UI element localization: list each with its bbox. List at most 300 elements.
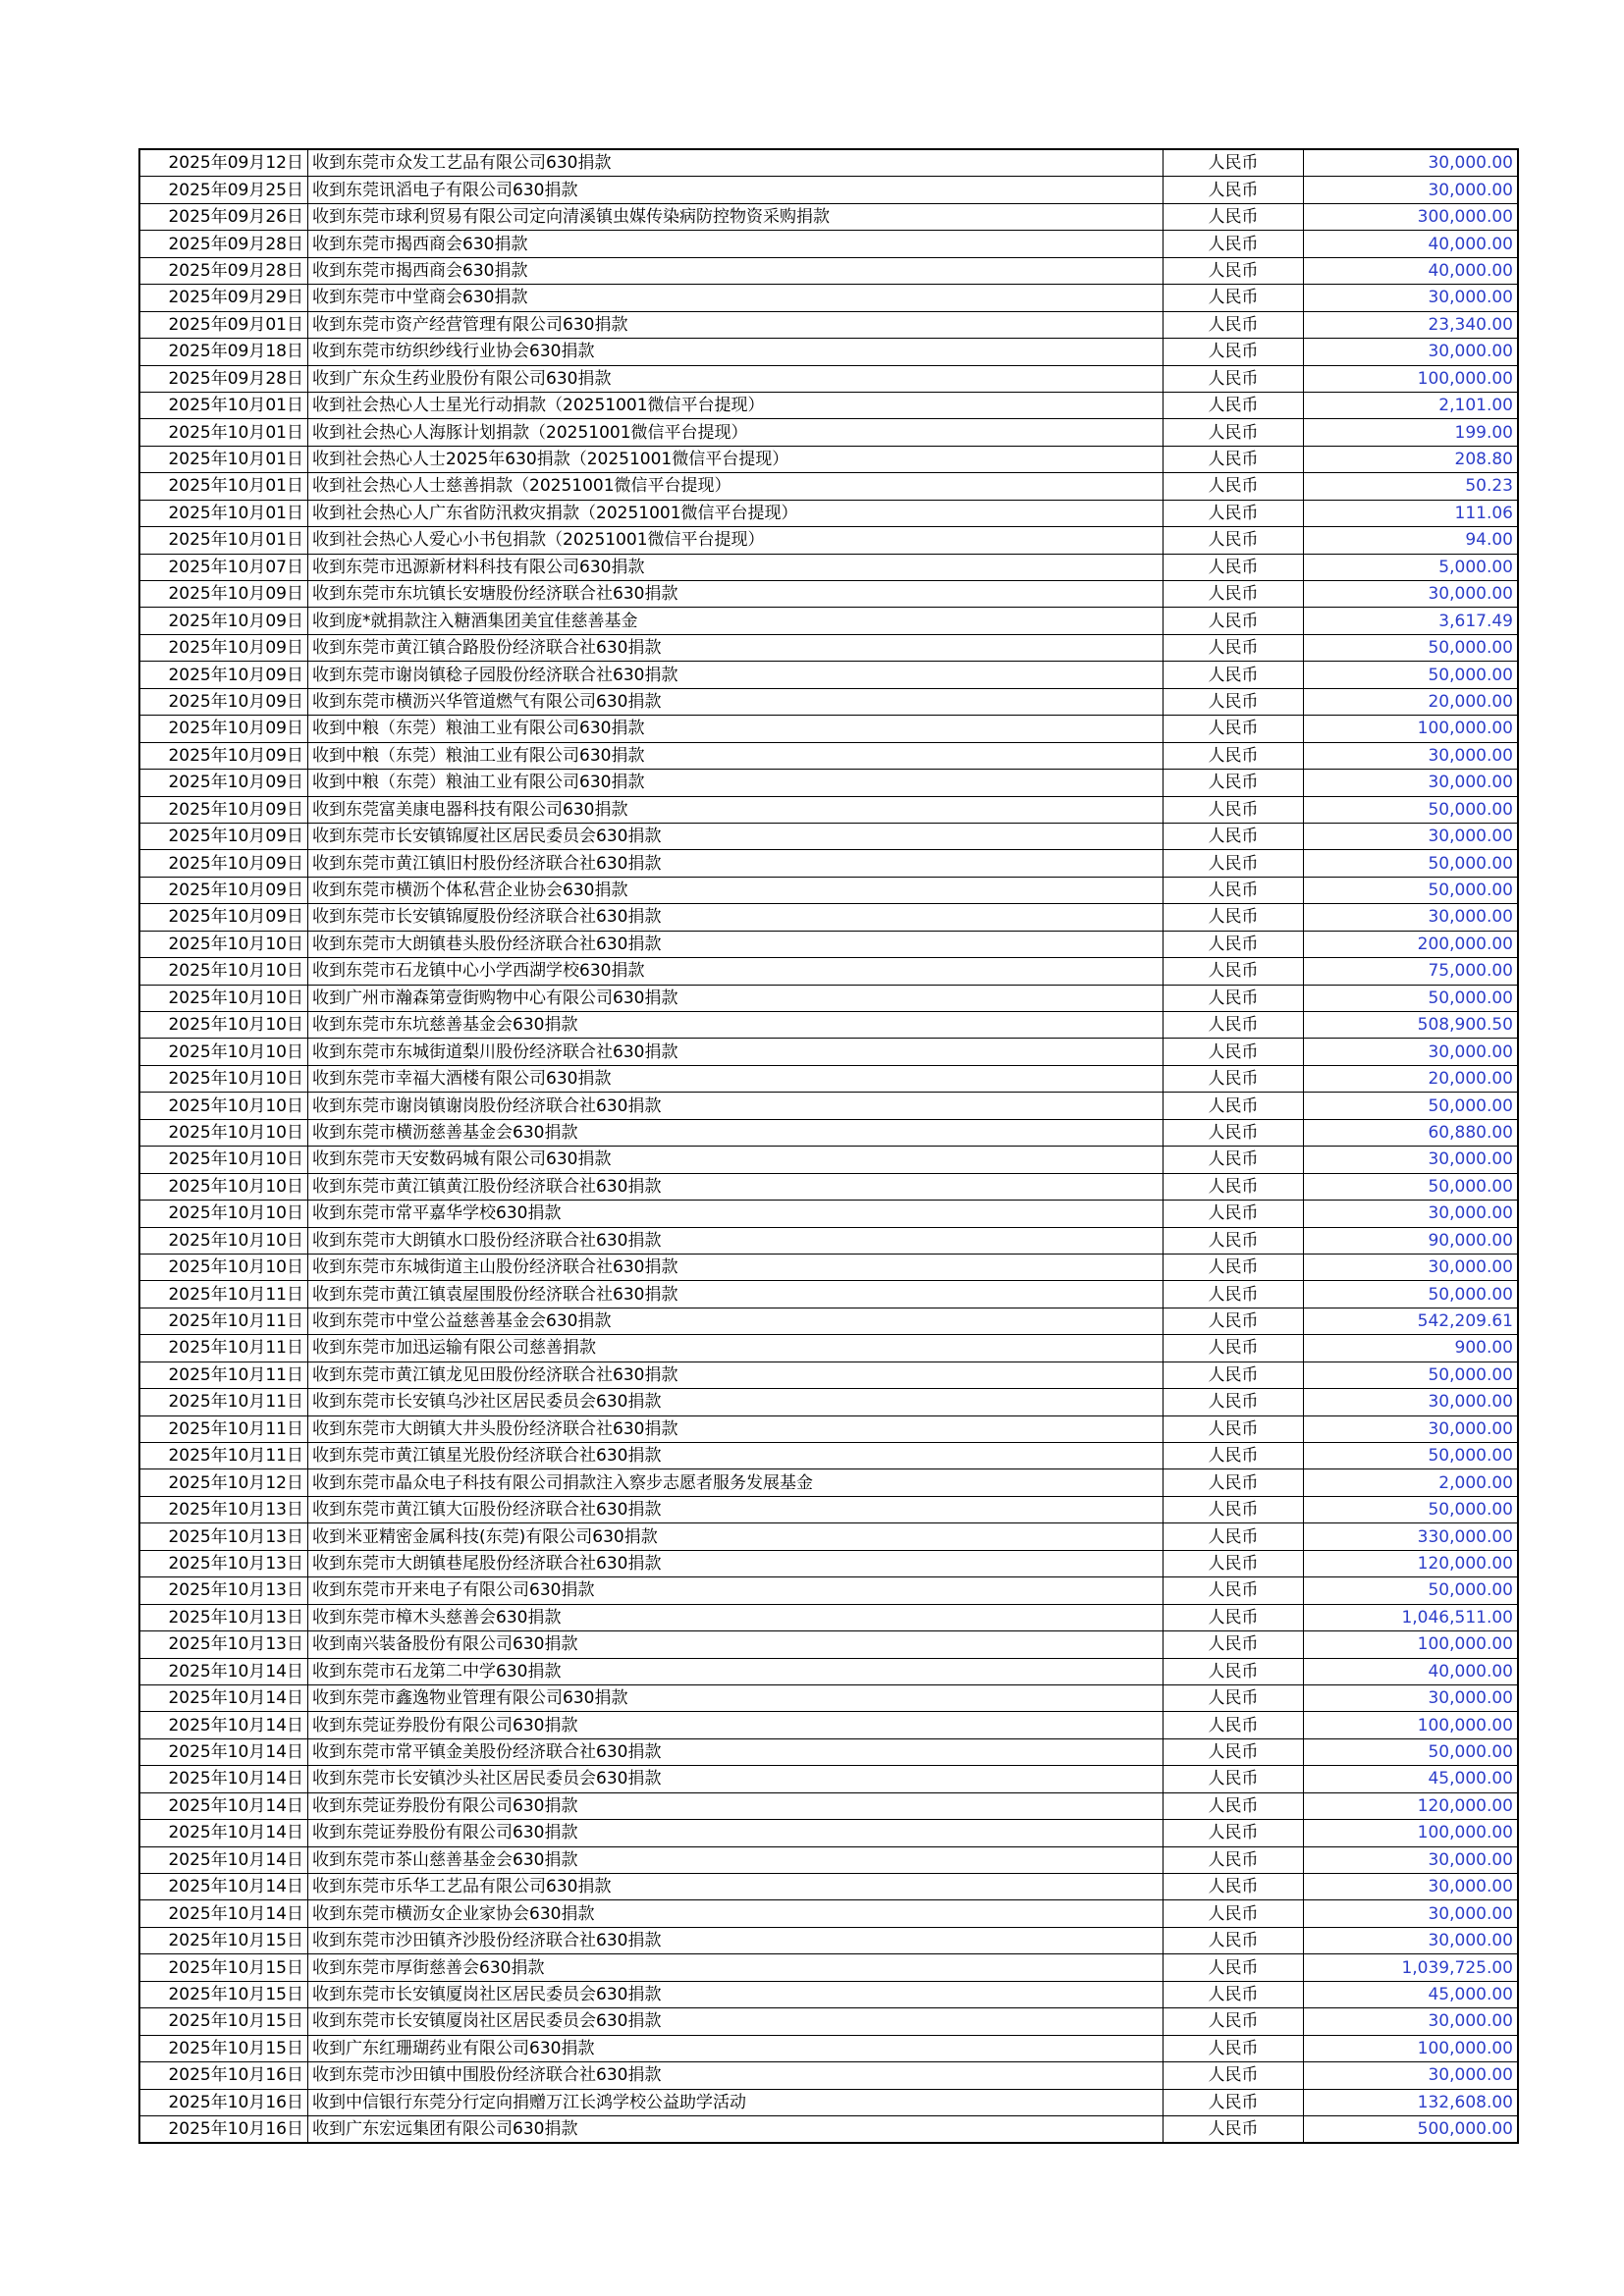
date-cell: 2025年10月09日	[139, 742, 308, 769]
date-cell: 2025年10月14日	[139, 1712, 308, 1738]
date-cell: 2025年09月28日	[139, 365, 308, 392]
amount-cell: 23,340.00	[1304, 311, 1519, 338]
table-row	[139, 311, 1518, 338]
description-cell: 收到东莞市谢岗镇稔子园股份经济联合社630捐款	[308, 662, 1164, 688]
table-row	[139, 285, 1518, 311]
date-cell: 2025年10月11日	[139, 1281, 308, 1308]
date-cell: 2025年09月01日	[139, 311, 308, 338]
amount-cell: 50,000.00	[1304, 1577, 1519, 1604]
amount-cell: 300,000.00	[1304, 203, 1519, 230]
currency-cell: 人民币	[1164, 2062, 1304, 2089]
table-row	[139, 554, 1518, 580]
date-cell: 2025年10月14日	[139, 1792, 308, 1819]
table-row	[139, 1766, 1518, 1792]
table-row	[139, 231, 1518, 257]
amount-cell: 5,000.00	[1304, 554, 1519, 580]
description-cell: 收到东莞市黄江镇星光股份经济联合社630捐款	[308, 1443, 1164, 1469]
table-row	[139, 1792, 1518, 1819]
table-row	[139, 716, 1518, 742]
description-cell: 收到东莞市谢岗镇谢岗股份经济联合社630捐款	[308, 1093, 1164, 1119]
currency-cell: 人民币	[1164, 634, 1304, 661]
amount-cell: 30,000.00	[1304, 1201, 1519, 1227]
date-cell: 2025年10月10日	[139, 1227, 308, 1254]
table-row	[139, 500, 1518, 526]
description-cell: 收到社会热心人爱心小书包捐款（20251001微信平台提现）	[308, 527, 1164, 554]
date-cell: 2025年10月13日	[139, 1631, 308, 1658]
table-row	[139, 2062, 1518, 2089]
currency-cell: 人民币	[1164, 1900, 1304, 1927]
currency-cell: 人民币	[1164, 1227, 1304, 1254]
amount-cell: 200,000.00	[1304, 931, 1519, 957]
currency-cell: 人民币	[1164, 1550, 1304, 1576]
date-cell: 2025年10月14日	[139, 1874, 308, 1900]
date-cell: 2025年10月09日	[139, 904, 308, 931]
description-cell: 收到东莞市长安镇厦岗社区居民委员会630捐款	[308, 1981, 1164, 2007]
table-row	[139, 581, 1518, 608]
table-row	[139, 1874, 1518, 1900]
description-cell: 收到东莞市迅源新材料科技有限公司630捐款	[308, 554, 1164, 580]
description-cell: 收到社会热心人广东省防汛救灾捐款（20251001微信平台提现）	[308, 500, 1164, 526]
amount-cell: 50,000.00	[1304, 1173, 1519, 1200]
date-cell: 2025年10月10日	[139, 1201, 308, 1227]
description-cell: 收到社会热心人士慈善捐款（20251001微信平台提现）	[308, 473, 1164, 500]
currency-cell: 人民币	[1164, 203, 1304, 230]
table-row	[139, 1362, 1518, 1388]
amount-cell: 50,000.00	[1304, 634, 1519, 661]
amount-cell: 30,000.00	[1304, 285, 1519, 311]
currency-cell: 人民币	[1164, 1119, 1304, 1146]
amount-cell: 500,000.00	[1304, 2115, 1519, 2143]
amount-cell: 50.23	[1304, 473, 1519, 500]
description-cell: 收到东莞市东城街道主山股份经济联合社630捐款	[308, 1254, 1164, 1280]
table-row	[139, 823, 1518, 849]
description-cell: 收到东莞市开来电子有限公司630捐款	[308, 1577, 1164, 1604]
table-row	[139, 1227, 1518, 1254]
date-cell: 2025年09月28日	[139, 257, 308, 284]
amount-cell: 100,000.00	[1304, 716, 1519, 742]
currency-cell: 人民币	[1164, 1874, 1304, 1900]
amount-cell: 542,209.61	[1304, 1308, 1519, 1334]
description-cell: 收到东莞市长安镇锦厦社区居民委员会630捐款	[308, 823, 1164, 849]
currency-cell: 人民币	[1164, 1712, 1304, 1738]
description-cell: 收到东莞市东城街道梨川股份经济联合社630捐款	[308, 1039, 1164, 1065]
table-row	[139, 1335, 1518, 1362]
ledger-body	[139, 149, 1518, 2143]
currency-cell: 人民币	[1164, 1173, 1304, 1200]
currency-cell: 人民币	[1164, 1577, 1304, 1604]
currency-cell: 人民币	[1164, 392, 1304, 418]
amount-cell: 100,000.00	[1304, 1820, 1519, 1846]
table-row	[139, 634, 1518, 661]
table-row	[139, 958, 1518, 985]
date-cell: 2025年10月15日	[139, 1954, 308, 1981]
amount-cell: 30,000.00	[1304, 1389, 1519, 1415]
description-cell: 收到东莞市沙田镇中围股份经济联合社630捐款	[308, 2062, 1164, 2089]
amount-cell: 40,000.00	[1304, 231, 1519, 257]
amount-cell: 100,000.00	[1304, 1712, 1519, 1738]
table-row	[139, 2089, 1518, 2115]
table-row	[139, 1119, 1518, 1146]
currency-cell: 人民币	[1164, 500, 1304, 526]
table-row	[139, 149, 1518, 177]
date-cell: 2025年10月09日	[139, 634, 308, 661]
amount-cell: 2,000.00	[1304, 1469, 1519, 1496]
currency-cell: 人民币	[1164, 1093, 1304, 1119]
description-cell: 收到东莞市晶众电子科技有限公司捐款注入察步志愿者服务发展基金	[308, 1469, 1164, 1496]
date-cell: 2025年10月01日	[139, 446, 308, 472]
description-cell: 收到东莞市鑫逸物业管理有限公司630捐款	[308, 1684, 1164, 1711]
table-row	[139, 1846, 1518, 1873]
currency-cell: 人民币	[1164, 1443, 1304, 1469]
currency-cell: 人民币	[1164, 1631, 1304, 1658]
currency-cell: 人民币	[1164, 1362, 1304, 1388]
amount-cell: 132,608.00	[1304, 2089, 1519, 2115]
amount-cell: 3,617.49	[1304, 608, 1519, 634]
date-cell: 2025年10月10日	[139, 1254, 308, 1280]
table-row	[139, 904, 1518, 931]
amount-cell: 30,000.00	[1304, 2062, 1519, 2089]
date-cell: 2025年10月09日	[139, 581, 308, 608]
table-row	[139, 1900, 1518, 1927]
amount-cell: 30,000.00	[1304, 823, 1519, 849]
amount-cell: 1,039,725.00	[1304, 1954, 1519, 1981]
table-row	[139, 1550, 1518, 1576]
currency-cell: 人民币	[1164, 1820, 1304, 1846]
table-row	[139, 1308, 1518, 1334]
table-row	[139, 1065, 1518, 1092]
description-cell: 收到东莞市纺织纱线行业协会630捐款	[308, 339, 1164, 365]
currency-cell: 人民币	[1164, 1846, 1304, 1873]
date-cell: 2025年10月10日	[139, 931, 308, 957]
table-row	[139, 419, 1518, 446]
date-cell: 2025年10月10日	[139, 1065, 308, 1092]
table-row	[139, 1604, 1518, 1630]
currency-cell: 人民币	[1164, 823, 1304, 849]
date-cell: 2025年10月10日	[139, 958, 308, 985]
table-row	[139, 931, 1518, 957]
table-row	[139, 177, 1518, 203]
amount-cell: 30,000.00	[1304, 1415, 1519, 1442]
description-cell: 收到东莞市长安镇锦厦股份经济联合社630捐款	[308, 904, 1164, 931]
description-cell: 收到广东众生药业股份有限公司630捐款	[308, 365, 1164, 392]
description-cell: 收到中粮（东莞）粮油工业有限公司630捐款	[308, 716, 1164, 742]
amount-cell: 30,000.00	[1304, 1039, 1519, 1065]
currency-cell: 人民币	[1164, 1469, 1304, 1496]
amount-cell: 1,046,511.00	[1304, 1604, 1519, 1630]
currency-cell: 人民币	[1164, 1254, 1304, 1280]
date-cell: 2025年10月09日	[139, 796, 308, 823]
table-row	[139, 1712, 1518, 1738]
currency-cell: 人民币	[1164, 1039, 1304, 1065]
currency-cell: 人民币	[1164, 742, 1304, 769]
currency-cell: 人民币	[1164, 2115, 1304, 2143]
description-cell: 收到东莞市众发工艺品有限公司630捐款	[308, 149, 1164, 177]
amount-cell: 50,000.00	[1304, 1281, 1519, 1308]
currency-cell: 人民币	[1164, 1981, 1304, 2007]
amount-cell: 50,000.00	[1304, 985, 1519, 1011]
currency-cell: 人民币	[1164, 473, 1304, 500]
date-cell: 2025年10月10日	[139, 1173, 308, 1200]
description-cell: 收到东莞市横沥兴华管道燃气有限公司630捐款	[308, 688, 1164, 715]
currency-cell: 人民币	[1164, 1684, 1304, 1711]
description-cell: 收到东莞市横沥个体私营企业协会630捐款	[308, 877, 1164, 903]
table-row	[139, 688, 1518, 715]
currency-cell: 人民币	[1164, 1523, 1304, 1550]
table-row	[139, 1496, 1518, 1522]
currency-cell: 人民币	[1164, 581, 1304, 608]
date-cell: 2025年09月25日	[139, 177, 308, 203]
description-cell: 收到东莞市大朗镇水口股份经济联合社630捐款	[308, 1227, 1164, 1254]
description-cell: 收到东莞市中堂商会630捐款	[308, 285, 1164, 311]
date-cell: 2025年10月12日	[139, 1469, 308, 1496]
description-cell: 收到东莞市中堂公益慈善基金会630捐款	[308, 1308, 1164, 1334]
currency-cell: 人民币	[1164, 177, 1304, 203]
currency-cell: 人民币	[1164, 796, 1304, 823]
amount-cell: 111.06	[1304, 500, 1519, 526]
description-cell: 收到东莞市黄江镇旧村股份经济联合社630捐款	[308, 850, 1164, 877]
description-cell: 收到米亚精密金属科技(东莞)有限公司630捐款	[308, 1523, 1164, 1550]
date-cell: 2025年10月01日	[139, 392, 308, 418]
currency-cell: 人民币	[1164, 1496, 1304, 1522]
description-cell: 收到东莞市东坑慈善基金会630捐款	[308, 1012, 1164, 1039]
date-cell: 2025年10月13日	[139, 1604, 308, 1630]
date-cell: 2025年10月14日	[139, 1820, 308, 1846]
description-cell: 收到东莞富美康电器科技有限公司630捐款	[308, 796, 1164, 823]
description-cell: 收到东莞市沙田镇齐沙股份经济联合社630捐款	[308, 1927, 1164, 1953]
currency-cell: 人民币	[1164, 716, 1304, 742]
description-cell: 收到东莞市黄江镇合路股份经济联合社630捐款	[308, 634, 1164, 661]
table-row	[139, 446, 1518, 472]
date-cell: 2025年10月10日	[139, 1039, 308, 1065]
date-cell: 2025年10月09日	[139, 688, 308, 715]
currency-cell: 人民币	[1164, 365, 1304, 392]
description-cell: 收到东莞市资产经营管理有限公司630捐款	[308, 311, 1164, 338]
table-row	[139, 1523, 1518, 1550]
table-row	[139, 1389, 1518, 1415]
amount-cell: 120,000.00	[1304, 1550, 1519, 1576]
table-row	[139, 473, 1518, 500]
description-cell: 收到东莞市横沥女企业家协会630捐款	[308, 1900, 1164, 1927]
currency-cell: 人民币	[1164, 770, 1304, 796]
description-cell: 收到东莞市黄江镇龙见田股份经济联合社630捐款	[308, 1362, 1164, 1388]
amount-cell: 50,000.00	[1304, 796, 1519, 823]
date-cell: 2025年10月16日	[139, 2115, 308, 2143]
date-cell: 2025年09月26日	[139, 203, 308, 230]
table-row	[139, 1415, 1518, 1442]
date-cell: 2025年10月09日	[139, 877, 308, 903]
table-row	[139, 1927, 1518, 1953]
description-cell: 收到广东红珊瑚药业有限公司630捐款	[308, 2035, 1164, 2061]
date-cell: 2025年10月14日	[139, 1684, 308, 1711]
date-cell: 2025年10月10日	[139, 1147, 308, 1173]
currency-cell: 人民币	[1164, 1927, 1304, 1953]
amount-cell: 30,000.00	[1304, 1846, 1519, 1873]
date-cell: 2025年09月28日	[139, 231, 308, 257]
date-cell: 2025年10月13日	[139, 1496, 308, 1522]
table-row	[139, 1039, 1518, 1065]
description-cell: 收到东莞讯滔电子有限公司630捐款	[308, 177, 1164, 203]
description-cell: 收到南兴装备股份有限公司630捐款	[308, 1631, 1164, 1658]
currency-cell: 人民币	[1164, 1738, 1304, 1765]
table-row	[139, 1443, 1518, 1469]
currency-cell: 人民币	[1164, 1201, 1304, 1227]
description-cell: 收到东莞市幸福大酒楼有限公司630捐款	[308, 1065, 1164, 1092]
date-cell: 2025年10月15日	[139, 2035, 308, 2061]
description-cell: 收到东莞市黄江镇黄江股份经济联合社630捐款	[308, 1173, 1164, 1200]
amount-cell: 50,000.00	[1304, 662, 1519, 688]
table-row	[139, 1147, 1518, 1173]
table-row	[139, 1469, 1518, 1496]
date-cell: 2025年10月01日	[139, 419, 308, 446]
date-cell: 2025年10月16日	[139, 2089, 308, 2115]
currency-cell: 人民币	[1164, 1658, 1304, 1684]
currency-cell: 人民币	[1164, 958, 1304, 985]
table-row	[139, 1981, 1518, 2007]
currency-cell: 人民币	[1164, 149, 1304, 177]
description-cell: 收到东莞市常平嘉华学校630捐款	[308, 1201, 1164, 1227]
date-cell: 2025年10月13日	[139, 1577, 308, 1604]
description-cell: 收到东莞市樟木头慈善会630捐款	[308, 1604, 1164, 1630]
currency-cell: 人民币	[1164, 1335, 1304, 1362]
currency-cell: 人民币	[1164, 1281, 1304, 1308]
date-cell: 2025年10月07日	[139, 554, 308, 580]
description-cell: 收到东莞证券股份有限公司630捐款	[308, 1792, 1164, 1819]
currency-cell: 人民币	[1164, 2035, 1304, 2061]
currency-cell: 人民币	[1164, 1766, 1304, 1792]
amount-cell: 20,000.00	[1304, 1065, 1519, 1092]
amount-cell: 50,000.00	[1304, 850, 1519, 877]
description-cell: 收到东莞市厚街慈善会630捐款	[308, 1954, 1164, 1981]
date-cell: 2025年10月01日	[139, 473, 308, 500]
amount-cell: 90,000.00	[1304, 1227, 1519, 1254]
currency-cell: 人民币	[1164, 688, 1304, 715]
table-row	[139, 1254, 1518, 1280]
date-cell: 2025年10月09日	[139, 823, 308, 849]
date-cell: 2025年10月13日	[139, 1523, 308, 1550]
description-cell: 收到中信银行东莞分行定向捐赠万江长鸿学校公益助学活动	[308, 2089, 1164, 2115]
date-cell: 2025年09月29日	[139, 285, 308, 311]
table-row	[139, 1012, 1518, 1039]
amount-cell: 40,000.00	[1304, 1658, 1519, 1684]
currency-cell: 人民币	[1164, 527, 1304, 554]
table-row	[139, 770, 1518, 796]
currency-cell: 人民币	[1164, 554, 1304, 580]
amount-cell: 208.80	[1304, 446, 1519, 472]
amount-cell: 45,000.00	[1304, 1981, 1519, 2007]
currency-cell: 人民币	[1164, 339, 1304, 365]
table-row	[139, 877, 1518, 903]
description-cell: 收到东莞市黄江镇大冚股份经济联合社630捐款	[308, 1496, 1164, 1522]
date-cell: 2025年10月10日	[139, 1012, 308, 1039]
donation-ledger-table	[138, 148, 1519, 2144]
table-row	[139, 1281, 1518, 1308]
amount-cell: 50,000.00	[1304, 1443, 1519, 1469]
description-cell: 收到广州市瀚森第壹街购物中心有限公司630捐款	[308, 985, 1164, 1011]
description-cell: 收到东莞市加迅运输有限公司慈善捐款	[308, 1335, 1164, 1362]
table-row	[139, 1738, 1518, 1765]
currency-cell: 人民币	[1164, 1954, 1304, 1981]
table-row	[139, 1954, 1518, 1981]
currency-cell: 人民币	[1164, 311, 1304, 338]
table-row	[139, 796, 1518, 823]
table-row	[139, 1201, 1518, 1227]
table-row	[139, 257, 1518, 284]
amount-cell: 75,000.00	[1304, 958, 1519, 985]
currency-cell: 人民币	[1164, 1792, 1304, 1819]
table-row	[139, 1093, 1518, 1119]
amount-cell: 900.00	[1304, 1335, 1519, 1362]
table-row	[139, 662, 1518, 688]
amount-cell: 50,000.00	[1304, 1093, 1519, 1119]
date-cell: 2025年10月10日	[139, 1119, 308, 1146]
amount-cell: 30,000.00	[1304, 2008, 1519, 2035]
description-cell: 收到东莞市长安镇厦岗社区居民委员会630捐款	[308, 2008, 1164, 2035]
date-cell: 2025年10月09日	[139, 716, 308, 742]
date-cell: 2025年10月14日	[139, 1846, 308, 1873]
table-row	[139, 1658, 1518, 1684]
date-cell: 2025年10月16日	[139, 2062, 308, 2089]
date-cell: 2025年09月18日	[139, 339, 308, 365]
amount-cell: 100,000.00	[1304, 1631, 1519, 1658]
table-row	[139, 2008, 1518, 2035]
currency-cell: 人民币	[1164, 608, 1304, 634]
date-cell: 2025年10月10日	[139, 1093, 308, 1119]
description-cell: 收到东莞市大朗镇巷尾股份经济联合社630捐款	[308, 1550, 1164, 1576]
description-cell: 收到广东宏远集团有限公司630捐款	[308, 2115, 1164, 2143]
table-row	[139, 1631, 1518, 1658]
description-cell: 收到东莞市大朗镇大井头股份经济联合社630捐款	[308, 1415, 1164, 1442]
amount-cell: 30,000.00	[1304, 770, 1519, 796]
currency-cell: 人民币	[1164, 931, 1304, 957]
date-cell: 2025年10月09日	[139, 608, 308, 634]
amount-cell: 30,000.00	[1304, 339, 1519, 365]
description-cell: 收到东莞市揭西商会630捐款	[308, 231, 1164, 257]
description-cell: 收到东莞市常平镇金美股份经济联合社630捐款	[308, 1738, 1164, 1765]
amount-cell: 508,900.50	[1304, 1012, 1519, 1039]
amount-cell: 30,000.00	[1304, 581, 1519, 608]
currency-cell: 人民币	[1164, 446, 1304, 472]
date-cell: 2025年10月11日	[139, 1308, 308, 1334]
date-cell: 2025年10月10日	[139, 985, 308, 1011]
date-cell: 2025年10月09日	[139, 850, 308, 877]
date-cell: 2025年10月14日	[139, 1738, 308, 1765]
currency-cell: 人民币	[1164, 1308, 1304, 1334]
currency-cell: 人民币	[1164, 1147, 1304, 1173]
amount-cell: 30,000.00	[1304, 1874, 1519, 1900]
description-cell: 收到东莞市石龙镇中心小学西湖学校630捐款	[308, 958, 1164, 985]
currency-cell: 人民币	[1164, 2089, 1304, 2115]
amount-cell: 20,000.00	[1304, 688, 1519, 715]
date-cell: 2025年10月13日	[139, 1550, 308, 1576]
description-cell: 收到东莞市大朗镇巷头股份经济联合社630捐款	[308, 931, 1164, 957]
date-cell: 2025年10月14日	[139, 1900, 308, 1927]
amount-cell: 50,000.00	[1304, 877, 1519, 903]
table-row	[139, 1820, 1518, 1846]
table-row	[139, 742, 1518, 769]
amount-cell: 30,000.00	[1304, 177, 1519, 203]
description-cell: 收到东莞市黄江镇袁屋围股份经济联合社630捐款	[308, 1281, 1164, 1308]
description-cell: 收到社会热心人士2025年630捐款（20251001微信平台提现）	[308, 446, 1164, 472]
amount-cell: 94.00	[1304, 527, 1519, 554]
table-row	[139, 2035, 1518, 2061]
date-cell: 2025年10月15日	[139, 2008, 308, 2035]
date-cell: 2025年10月15日	[139, 1981, 308, 2007]
description-cell: 收到东莞市石龙第二中学630捐款	[308, 1658, 1164, 1684]
currency-cell: 人民币	[1164, 1065, 1304, 1092]
currency-cell: 人民币	[1164, 850, 1304, 877]
description-cell: 收到东莞市球利贸易有限公司定向清溪镇虫媒传染病防控物资采购捐款	[308, 203, 1164, 230]
table-row	[139, 985, 1518, 1011]
